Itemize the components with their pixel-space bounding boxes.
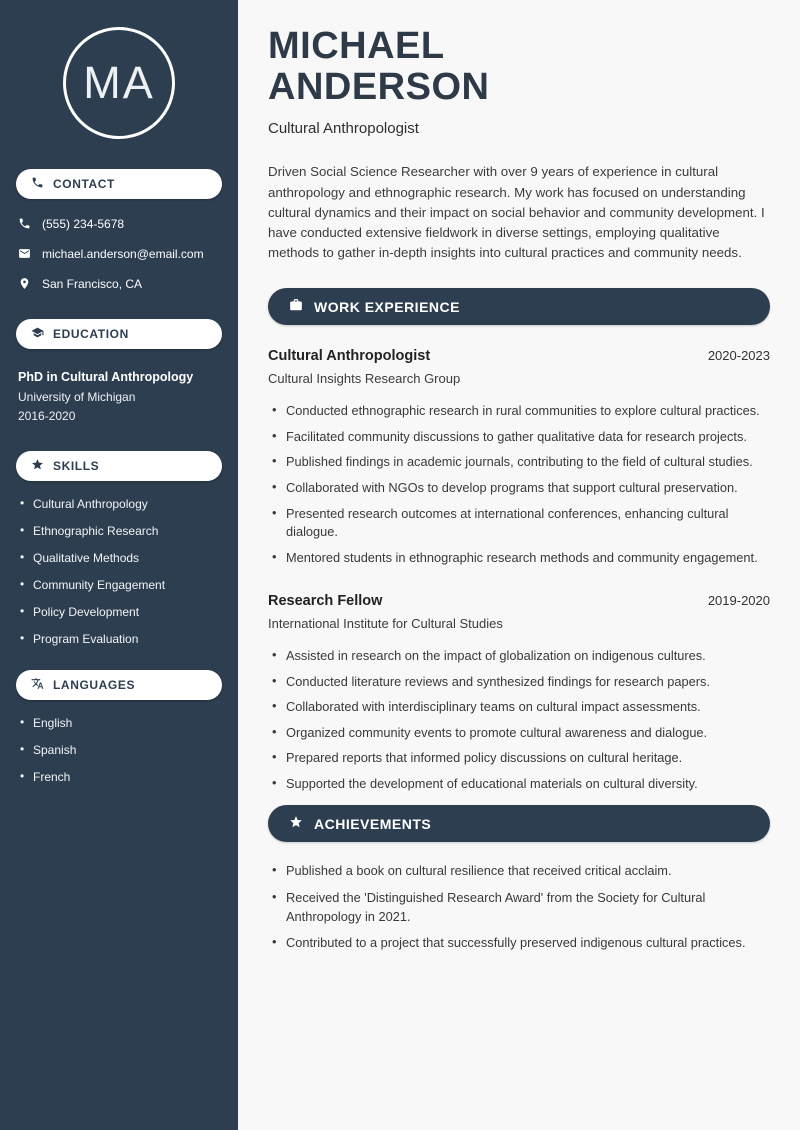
education-entry [18, 367, 220, 427]
job-bullet: • Supported the development of educational materials on cultural diversity. [272, 775, 770, 794]
email-value: michael.anderson@email.com [42, 247, 204, 261]
email-icon [18, 246, 31, 265]
contact-list [18, 216, 238, 295]
person-name [268, 26, 770, 107]
skill-item: • Ethnographic Research [20, 524, 238, 538]
job-bullet: • Mentored students in ethnographic research methods and community engagement. [272, 549, 770, 568]
job-bullet: • Collaborated with NGOs to develop programs that support cultural preservation. [272, 479, 770, 498]
contact-header-label: CONTACT [53, 177, 115, 191]
achievement-bullet: • Received the 'Distinguished Research Award' from the Society for Cultural Anthropology in 2021. [272, 889, 770, 926]
job-bullet: • Organized community events to promote cultural awareness and dialogue. [272, 724, 770, 743]
achievements-list [268, 862, 770, 952]
job-company: Cultural Insights Research Group [268, 371, 461, 387]
phone-icon [18, 216, 31, 235]
location-pin-icon [18, 276, 31, 295]
work-experience-section-header [268, 288, 770, 325]
contact-section-header [16, 169, 222, 199]
person-job-title: Cultural Anthropologist [268, 120, 419, 138]
education-years: 2016-2020 [18, 409, 76, 424]
job-bullet: • Conducted ethnographic research in rural communities to explore cultural practices. [272, 402, 770, 421]
phone-icon [31, 176, 44, 192]
job-entry-header [268, 348, 770, 364]
last-name: ANDERSON [268, 65, 490, 108]
skill-item: • Qualitative Methods [20, 551, 238, 565]
skill-item: • Policy Development [20, 605, 238, 619]
job-company: International Institute for Cultural Studies [268, 616, 503, 632]
job-bullet: • Assisted in research on the impact of globalization on indigenous cultures. [272, 647, 770, 666]
star-icon [31, 458, 44, 474]
job-title: Cultural Anthropologist [268, 348, 431, 365]
sidebar [0, 0, 238, 1130]
job-bullet: • Presented research outcomes at international conferences, enhancing cultural dialogue. [272, 505, 770, 542]
work-experience-header-label: WORK EXPERIENCE [314, 298, 460, 315]
education-school: University of Michigan [18, 389, 136, 404]
achievements-section-header [268, 805, 770, 842]
achievement-bullet: • Published a book on cultural resilience that received critical acclaim. [272, 862, 770, 881]
languages-header-label: LANGUAGES [53, 678, 136, 693]
job-bullet: • Prepared reports that informed policy discussions on cultural heritage. [272, 749, 770, 768]
languages-list [20, 716, 238, 784]
skill-item: • Program Evaluation [20, 632, 238, 646]
first-name: MICHAEL [268, 25, 445, 67]
job-bullet-list [268, 647, 770, 793]
star-icon [289, 815, 303, 832]
briefcase-icon [289, 298, 303, 315]
job-bullet: • Facilitated community discussions to gather qualitative data for research projects. [272, 428, 770, 447]
language-item: • French [20, 770, 238, 784]
skills-list [20, 497, 238, 646]
avatar-initials: MA [83, 57, 155, 108]
achievement-bullet: • Contributed to a project that successfully preserved indigenous cultural practices. [272, 934, 770, 953]
job-dates: 2020-2023 [707, 348, 770, 364]
languages-section-header [16, 670, 222, 700]
location-value: San Francisco, CA [42, 277, 143, 291]
contact-location-row [18, 276, 238, 295]
professional-summary: Driven Social Science Researcher with over 9 years of experience in cultural anthropology and ethnographic research. My work has focused on understanding cultural dynamics and their impact on social behavior and community development. I have conducted extensive fieldwork in diverse settings, employing qualitative methods to gather in-depth insights into cultural practices and community needs. [268, 164, 765, 261]
education-degree: PhD in Cultural Anthropology [18, 370, 194, 384]
job-title: Research Fellow [268, 593, 383, 610]
language-item: • Spanish [20, 743, 238, 757]
phone-value: (555) 234-5678 [42, 217, 125, 231]
job-bullet: • Collaborated with interdisciplinary teams on cultural impact assessments. [272, 698, 770, 717]
skills-header-label: SKILLS [53, 459, 100, 474]
job-bullet: • Published findings in academic journals, contributing to the field of cultural studies. [272, 453, 770, 472]
job-entry-header [268, 593, 770, 609]
contact-email-row [18, 246, 238, 265]
avatar [63, 27, 175, 139]
skill-item: • Cultural Anthropology [20, 497, 238, 511]
achievements-header-label: ACHIEVEMENTS [314, 815, 432, 832]
translate-icon [31, 677, 44, 693]
job-bullet: • Conducted literature reviews and synthesized findings for research papers. [272, 673, 770, 692]
graduation-cap-icon [31, 326, 44, 342]
education-header-label: EDUCATION [53, 327, 129, 341]
skill-item: • Community Engagement [20, 578, 238, 592]
job-bullet-list [268, 402, 770, 567]
language-item: • English [20, 716, 238, 730]
contact-phone-row [18, 216, 238, 235]
education-section-header [16, 319, 222, 349]
skills-section-header [16, 451, 222, 481]
job-dates: 2019-2020 [707, 593, 770, 609]
resume-main [238, 0, 800, 1130]
